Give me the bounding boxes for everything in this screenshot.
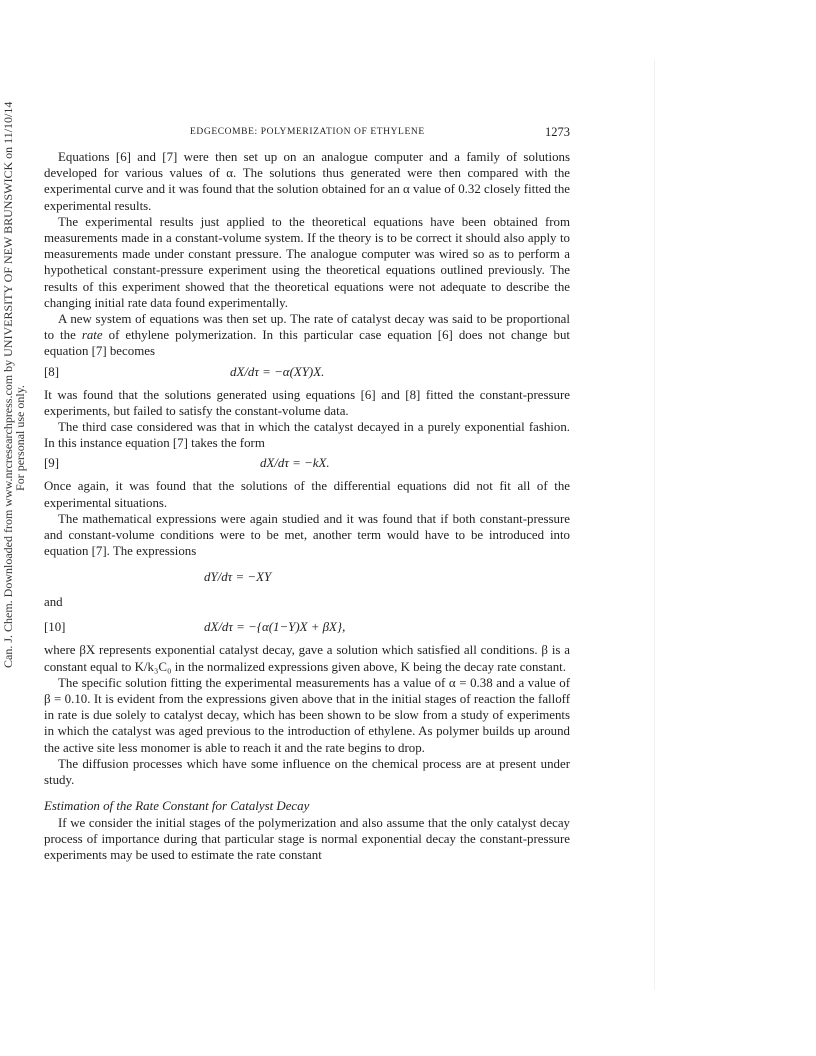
equation-8-expression: dX/dτ = −α(XY)X.	[230, 364, 325, 379]
equation-10	[44, 617, 570, 638]
download-notice	[0, 101, 27, 668]
equation-9-expression: dX/dτ = −kX.	[260, 456, 330, 471]
equation-9	[44, 453, 570, 474]
and-label: and	[44, 595, 63, 610]
page-edge-divider	[654, 60, 655, 990]
equation-dy	[44, 567, 570, 588]
paragraph-3	[44, 311, 570, 360]
equation-9-number: [9]	[44, 456, 60, 471]
paragraph-11: If we consider the initial stages of the polymerization and also assume that the only catalyst decay process of importance during that particular stage is normal exponential decay the constant-pressure experiments may be used to estimate the rate constant	[44, 815, 570, 862]
page-number: 1273	[545, 125, 570, 139]
paragraph-10: The diffusion processes which have some influence on the chemical process are at present under study.	[44, 756, 570, 788]
paragraph-3-text-a: A new system of equations was then set up. The rate of catalyst decay was said to be proportional to the	[44, 312, 570, 343]
section-title: Estimation of the Rate Constant for Catalyst Decay	[44, 799, 310, 814]
paragraph-5: The third case considered was that in which the catalyst decayed in a purely exponential fashion. In this instance equation [7] takes the form	[44, 420, 570, 451]
running-head: EDGECOMBE: POLYMERIZATION OF ETHYLENE	[190, 127, 425, 137]
download-notice-source: Can. J. Chem. Downloaded from www.nrcresearchpress.com by UNIVERSITY OF NEW BRUNSWICK on 11/10/14	[1, 101, 15, 668]
equation-dy-expression: dY/dτ = −XY	[204, 570, 272, 585]
paragraph-6: Once again, it was found that the solutions of the differential equations did not fit all of the experimental situations.	[44, 479, 570, 510]
paragraph-3-text-b: of ethylene polymerization. In this particular case equation [6] does not change but equation [7] becomes	[44, 328, 570, 359]
paragraph-2: The experimental results just applied to the theoretical equations have been obtained from measurements made in a constant-volume system. If the theory is to be correct it should also apply to measurements made under constant pressure. The analogue computer was wired so as to perform a hypothetical constant-pressure experiment using the theoretical equations outlined previously. The results of this experiment showed that the theoretical equations were not adequate to describe the changing initial rate data found experimentally.	[44, 214, 570, 310]
paragraph-9: The specific solution fitting the experimental measurements has a value of α = 0.38 and a value of β = 0.10. It is evident from the expressions given above that in the initial stages of reaction the falloff in rate is due solely to catalyst decay, which has been shown to be slow from a study of experiments in which the catalyst was aged previous to the introduction of ethylene. As polymer builds up around the active site less monomer is able to reach it and the rate begins to drop.	[44, 675, 570, 755]
paragraph-1: Equations [6] and [7] were then set up on an analogue computer and a family of solutions developed for various values of α. The solutions thus generated were then compared with the experimental curve and it was found that the solution obtained for an α value of 0.32 closely fitted the experimental results.	[44, 150, 570, 213]
article-body	[44, 149, 570, 863]
paragraph-7: The mathematical expressions were again studied and it was found that if both constant-pressure and constant-volume conditions were to be met, another term would have to be introduced into equation [7]. The expressions	[44, 511, 570, 559]
page-header	[146, 125, 570, 141]
equation-8-number: [8]	[44, 364, 60, 379]
equation-10-expression: dX/dτ = −{α(1−Y)X + βX},	[204, 620, 346, 635]
paragraph-4: It was found that the solutions generated using equations [6] and [8] fitted the constant-pressure experiments, but failed to satisfy the constant-volume data.	[44, 387, 570, 418]
equation-10-number: [10]	[44, 620, 66, 635]
emphasis-rate: rate	[81, 328, 103, 343]
paragraph-8: where βX represents exponential catalyst decay, gave a solution which satisfied all conditions. β is a constant equal to K/k₃C₀ in the normalized expressions given above, K being the decay rate constant.	[44, 643, 570, 674]
equation-8	[44, 362, 570, 383]
and-connector	[44, 592, 570, 613]
download-notice-use: For personal use only.	[13, 385, 27, 491]
